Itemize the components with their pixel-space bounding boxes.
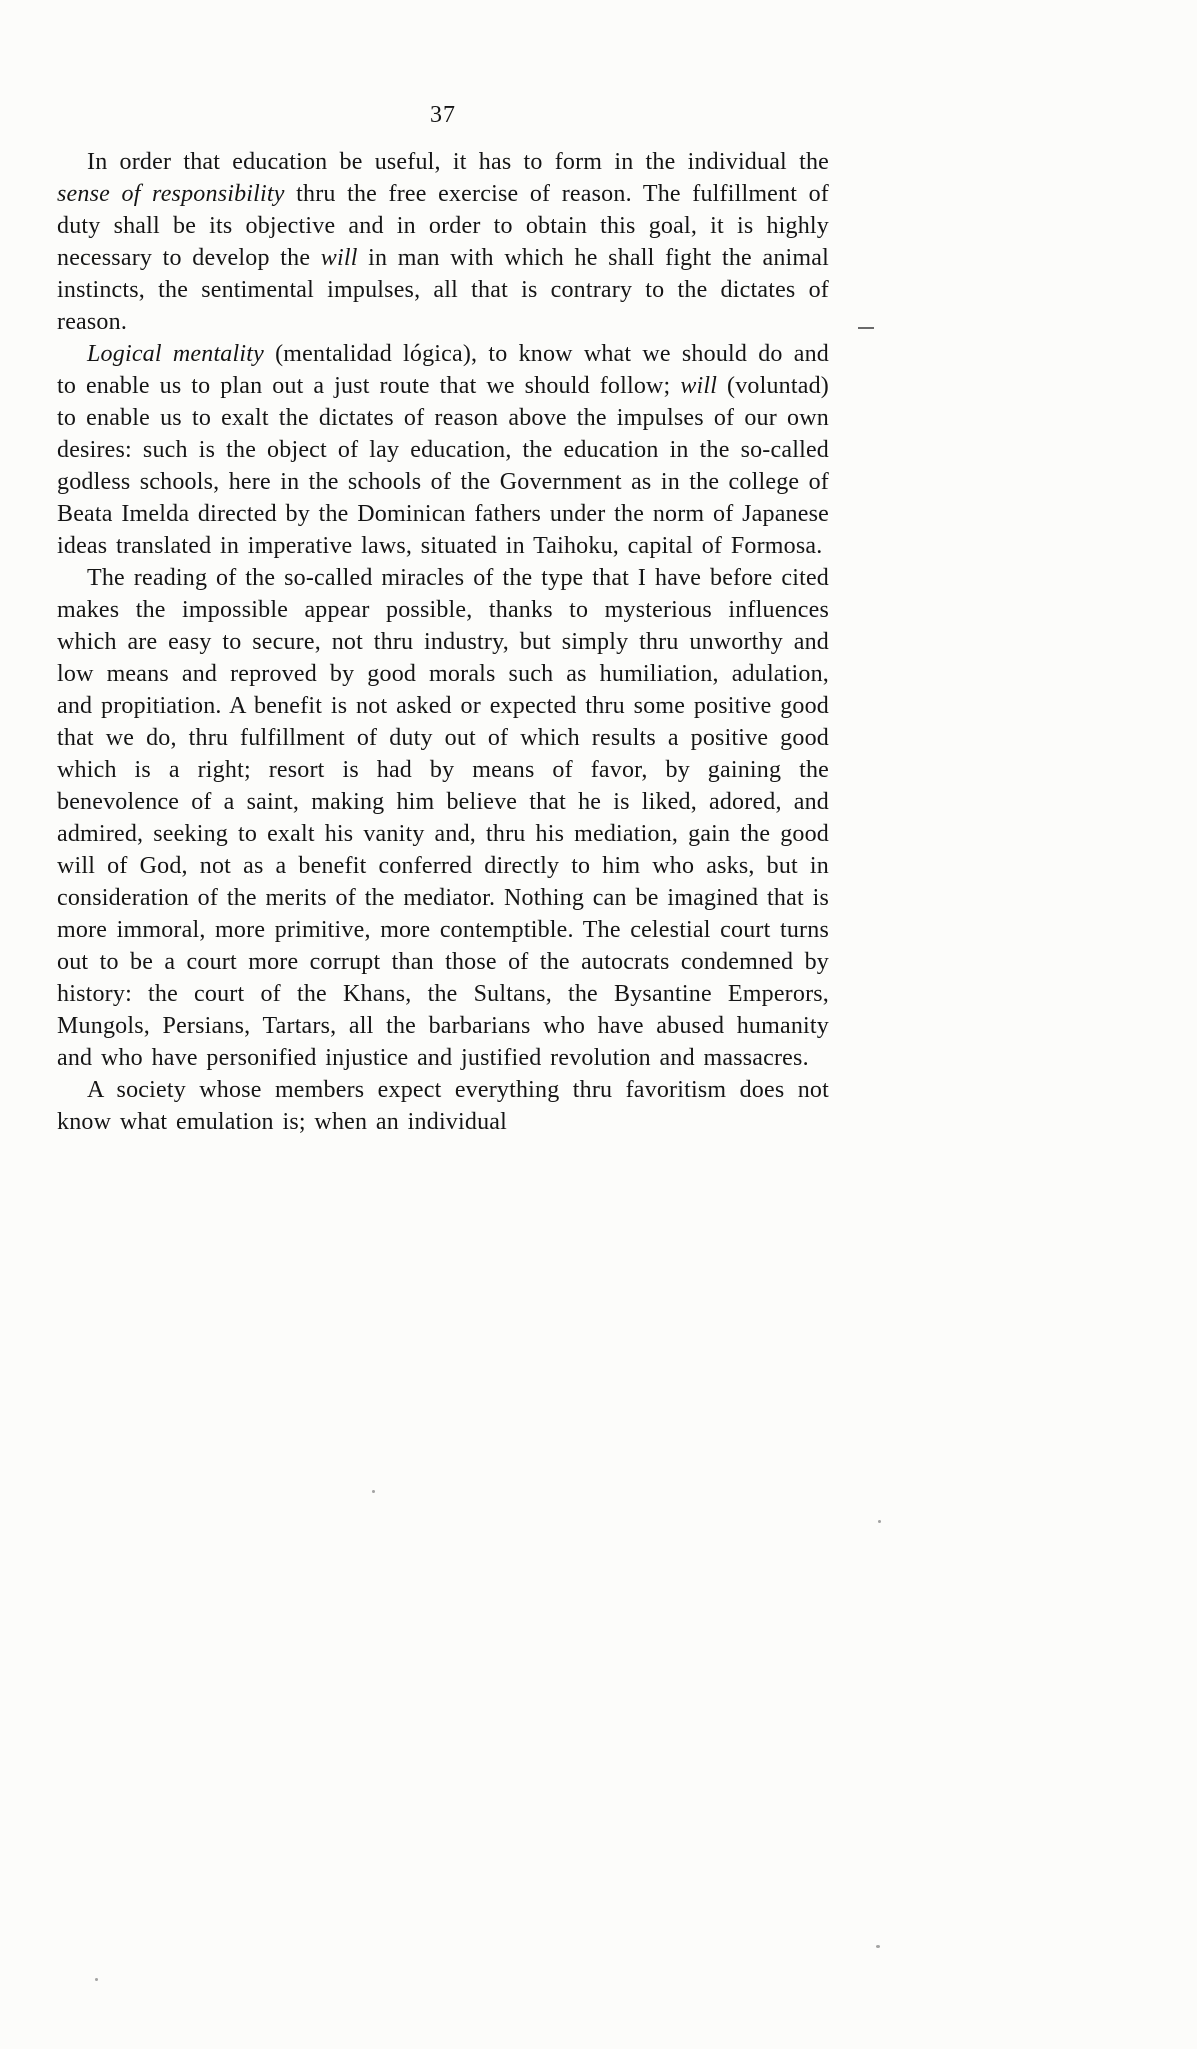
paragraph <box>57 1074 829 1138</box>
scan-speck <box>878 1520 881 1523</box>
italic-text-run: sense of responsibility <box>57 181 285 207</box>
text-run: In order that education be useful, it has to form in the individual the <box>87 149 829 175</box>
text-column <box>57 100 829 1138</box>
text-run: (mentalidad lógica), to know what we should do and to enable us to plan out a just route that we should follow; <box>57 341 829 399</box>
italic-text-run: will <box>680 373 718 399</box>
page-number: 37 <box>430 102 456 128</box>
body-text <box>57 146 829 1138</box>
text-run: thru the free exercise of reason. The fulfillment of duty shall be its objective and in order to obtain this goal, it is highly necessary to develop the <box>57 181 829 271</box>
scan-speck <box>876 1945 880 1948</box>
margin-dash-artifact <box>858 327 874 329</box>
italic-text-run: Logical mentality <box>87 341 264 367</box>
text-run: (voluntad) to enable us to exalt the dictates of reason above the impulses of our own desires: such is the object of lay education, the education in the so-called godless schools, here in the schools of the Government as in the college of Beata Imelda directed by the Dominican fathers under the norm of Japanese ideas translated in imperative laws, situated in Taihoku, capital of Formosa. <box>57 373 829 559</box>
scan-speck <box>372 1490 375 1493</box>
text-run: A society whose members expect everything thru favoritism does not know what emulation is; when an individual <box>57 1077 829 1135</box>
paragraph <box>57 562 829 1074</box>
text-run: in man with which he shall fight the animal instincts, the sentimental impulses, all that is contrary to the dictates of reason. <box>57 245 829 335</box>
italic-text-run: will <box>320 245 358 271</box>
paragraph <box>57 146 829 338</box>
text-run: The reading of the so-called miracles of the type that I have before cited makes the impossible appear possible, thanks to mysterious influences which are easy to secure, not thru industry, but simply thru unworthy and low means and reproved by good morals such as humiliation, adulation, and propitiation. A benefit is not asked or expected thru some positive good that we do, thru fulfillment of duty out of which results a positive good which is a right; resort is had by means of favor, by gaining the benevolence of a saint, making him believe that he is liked, adored, and admired, seeking to exalt his vanity and, thru his mediation, gain the good will of God, not as a benefit conferred directly to him who asks, but in consideration of the merits of the mediator. Nothing can be imagined that is more immoral, more primitive, more contemptible. The celestial court turns out to be a court more corrupt than those of the autocrats condemned by history: the court of the Khans, the Sultans, the Bysantine Emperors, Mungols, Persians, Tartars, all the barbarians who have abused humanity and who have personified injustice and justified revolution and massacres. <box>57 565 829 1071</box>
paragraph <box>57 338 829 562</box>
scan-speck <box>95 1978 98 1981</box>
